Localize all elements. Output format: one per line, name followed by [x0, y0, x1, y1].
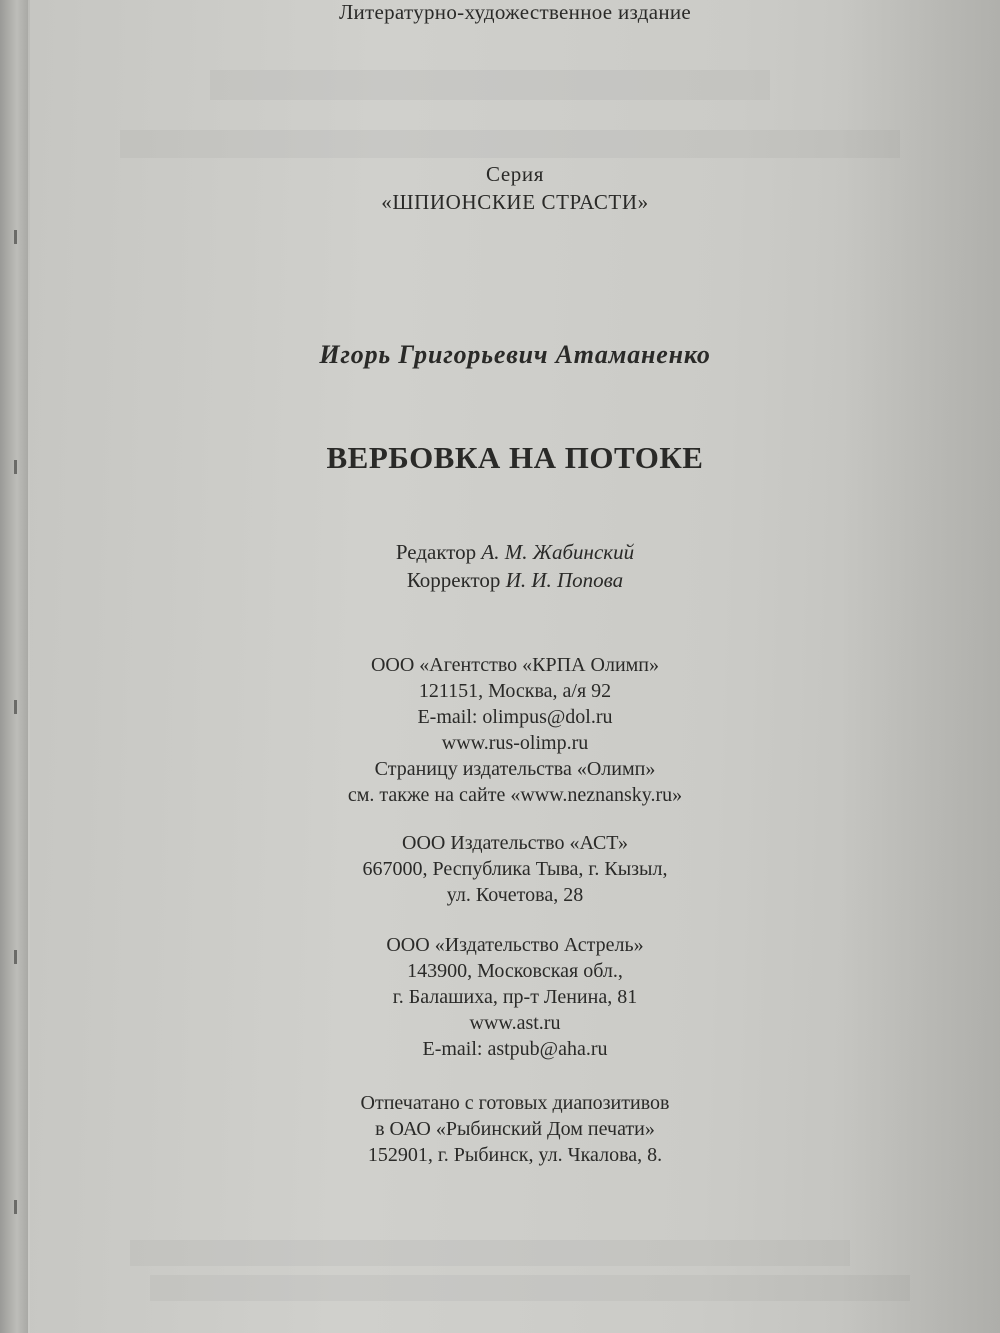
email-line: E-mail: astpub@aha.ru [422, 1038, 608, 1060]
show-through-smudge [120, 130, 900, 158]
page-shadow [840, 0, 1000, 1333]
corrector-role: Корректор [406, 568, 501, 592]
binding-stitch [14, 950, 17, 964]
address-line: ООО «Агентство «КРПА Олимп» [370, 654, 660, 676]
book-title: ВЕРБОВКА НА ПОТОКЕ [326, 440, 704, 475]
edition-type: Литературно-художественное издание [338, 0, 692, 24]
editor-name: А. М. Жабинский [481, 540, 635, 564]
imprint-page [30, 0, 1000, 1333]
series-name: «ШПИОНСКИЕ СТРАСТИ» [381, 190, 649, 214]
address-line: 667000, Республика Тыва, г. Кызыл, [362, 858, 668, 880]
address-line: 143900, Московская обл., [407, 960, 623, 982]
binding-stitch [14, 230, 17, 244]
book-spine [0, 0, 28, 1333]
series-label: Серия [486, 162, 544, 186]
binding-stitch [14, 460, 17, 474]
website-line: см. также на сайте «www.neznansky.ru» [347, 784, 683, 806]
address-line: в ОАО «Рыбинский Дом печати» [375, 1118, 655, 1140]
editor-role: Редактор [395, 540, 477, 564]
address-line: 121151, Москва, а/я 92 [418, 680, 612, 702]
address-line: Страницу издательства «Олимп» [374, 758, 656, 780]
email-line: E-mail: olimpus@dol.ru [417, 706, 613, 728]
binding-stitch [14, 1200, 17, 1214]
address-line: ООО «Издательство Астрель» [386, 934, 644, 956]
website-line: www.ast.ru [469, 1012, 561, 1034]
address-line: ул. Кочетова, 28 [446, 884, 584, 906]
show-through-smudge [130, 1240, 850, 1266]
author-name: Игорь Григорьевич Атаманенко [319, 340, 711, 369]
address-line: 152901, г. Рыбинск, ул. Чкалова, 8. [367, 1144, 663, 1166]
address-line: Отпечатано с готовых диапозитивов [360, 1092, 670, 1114]
show-through-smudge [150, 1275, 910, 1301]
website-line: www.rus-olimp.ru [441, 732, 589, 754]
show-through-smudge [210, 70, 770, 100]
corrector-name: И. И. Попова [505, 568, 624, 592]
address-line: ООО Издательство «АСТ» [402, 832, 628, 854]
address-line: г. Балашиха, пр-т Ленина, 81 [392, 986, 638, 1008]
binding-stitch [14, 700, 17, 714]
